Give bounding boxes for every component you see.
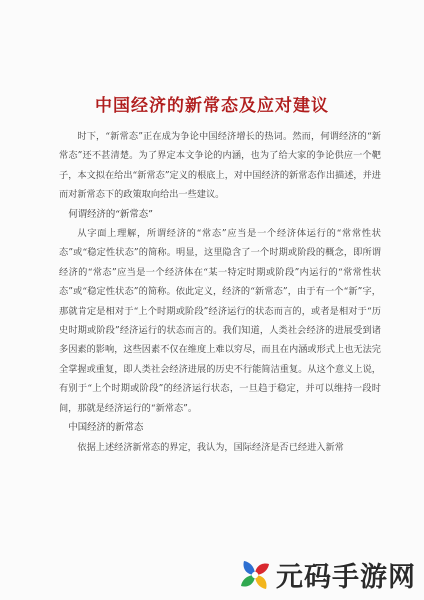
paragraph-china: 依据上述经济新常态的界定，我认为，国际经济是否已经进入新常 (77, 441, 344, 453)
section-heading-china: 中国经济的新常态 (68, 422, 144, 434)
watermark (238, 555, 416, 594)
watermark-logo-icon (238, 558, 272, 592)
document-body (59, 127, 381, 457)
paragraph-definition: 从字面上理解，所谓经济的“常态”应当是一个经济体运行的“常常性状态”或“稳定性状态”的简称。明显，这里隐含了一个时期或阶段的概念，即所谓经济的“常态”应当是一个经济体在“某一特定时期或阶段”内运行的“常常性状态”或“稳定性状态”的简称。依此定义，经济的“新常态”，由于有一个“新”字，那就肯定是相对于“上个时期或阶段”经济运行的状态而言的，或者是相对于“历史时期或阶段”经济运行的状态而言的。我们知道，人类社会经济的进展受到诸多因素的影响，这些因素不仅在维度上难以穷尽，而且在内涵或形式上也无法完全掌握或重复，即人类社会经济进展的历史不行能简洁重复。从这个意义上说，有别于“上个时期或阶段”的经济运行状态，一旦趋于稳定，并可以维持一段时间，那就是经济运行的“新常态”。 (59, 228, 381, 414)
watermark-text: 元码手游网 (276, 562, 416, 593)
paragraph-intro: 时下，“新常态”正在成为争论中国经济增长的热词。然而，何谓经济的“新常态”还不甚清楚。为了界定本文争论的内涵，也为了给大家的争论供应一个靶子，本文拟在给出“新常态”定义的根底上，对中国经济的新常态作出描述，并进而对新常态下的政策取向给出一些建议。 (59, 131, 381, 201)
section-heading-definition: 何谓经济的“新常态” (68, 208, 153, 220)
document-title: 中国经济的新常态及应对建议 (95, 96, 329, 116)
